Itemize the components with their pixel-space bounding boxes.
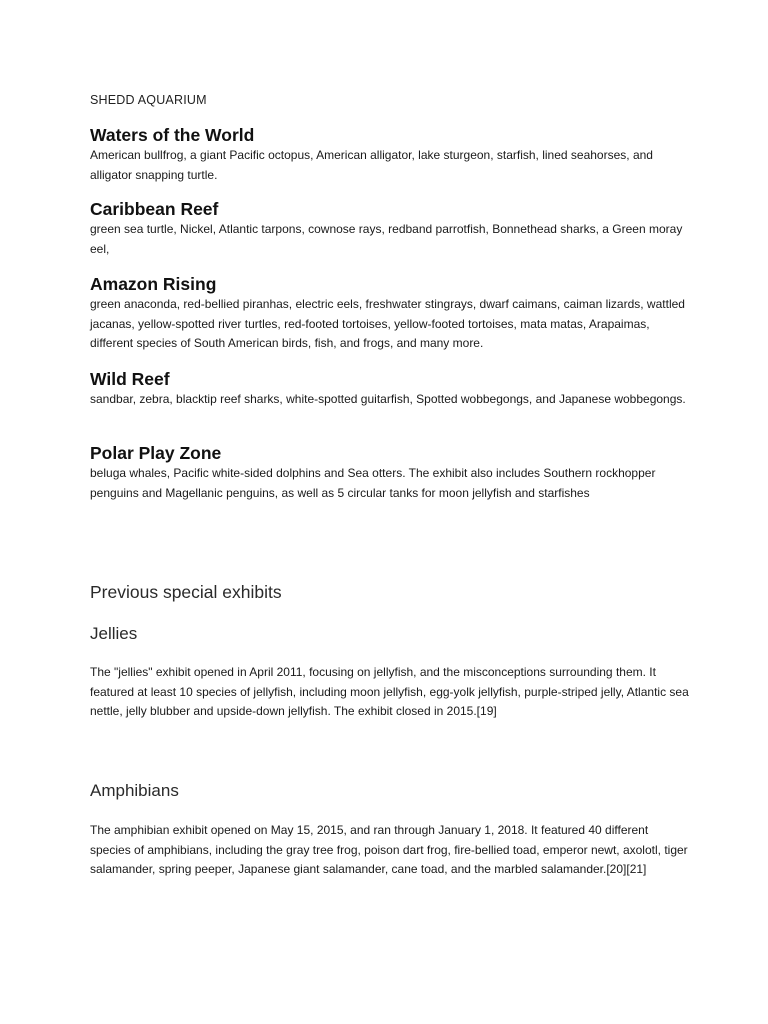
exhibit-text-amphibians: The amphibian exhibit opened on May 15, 2015, and ran through January 1, 2018. It featured 40 different species of amphibians, including the gray tree frog, poison dart frog, fire-bellied toad, emperor newt, axolotl, tiger salamander, spring peeper, Japanese giant salamander, cane toad, and the marbled salamander.[20][21]: [90, 823, 688, 876]
previous-exhibits-heading: Previous special exhibits: [90, 582, 282, 602]
exhibit-text-jellies: The "jellies" exhibit opened in April 2011, focusing on jellyfish, and the misconceptions surrounding them. It featured at least 10 species of jellyfish, including moon jellyfish, egg-yolk jellyfish, purple-striped jelly, Atlantic sea nettle, jelly blubber and upside-down jellyfish. The exhibit closed in 2015.[19]: [90, 665, 689, 718]
section-wild-reef: [90, 368, 690, 410]
section-waters-of-the-world: [90, 124, 690, 185]
section-caribbean-reef: [90, 198, 690, 259]
section-text: green anaconda, red-bellied piranhas, electric eels, freshwater stingrays, dwarf caimans, caiman lizards, wattled jacanas, yellow-spotted river turtles, red-footed tortoises, yellow-footed tortoises, mata matas, Arapaimas, different species of South American birds, fish, and frogs, and many more.: [90, 297, 685, 350]
section-polar-play-zone: [90, 442, 690, 503]
section-heading: Waters of the World: [90, 125, 255, 145]
document-title: SHEDD AQUARIUM: [90, 93, 207, 107]
section-amazon-rising: [90, 273, 690, 354]
section-heading: Wild Reef: [90, 369, 170, 389]
section-text: green sea turtle, Nickel, Atlantic tarpons, cownose rays, redband parrotfish, Bonnethead sharks, a Green moray eel,: [90, 222, 683, 256]
section-text: American bullfrog, a giant Pacific octopus, American alligator, lake sturgeon, starfish, lined seahorses, and alligator snapping turtle.: [90, 148, 653, 182]
exhibit-heading-jellies: Jellies: [90, 624, 138, 643]
section-heading: Caribbean Reef: [90, 199, 219, 219]
section-heading: Polar Play Zone: [90, 443, 222, 463]
section-text: beluga whales, Pacific white-sided dolphins and Sea otters. The exhibit also includes Southern rockhopper penguins and Magellanic penguins, as well as 5 circular tanks for moon jellyfish and starfishes: [90, 466, 656, 500]
exhibit-heading-amphibians: Amphibians: [90, 781, 179, 800]
section-heading: Amazon Rising: [90, 274, 217, 294]
section-text: sandbar, zebra, blacktip reef sharks, white-spotted guitarfish, Spotted wobbegongs, and Japanese wobbegongs.: [90, 392, 686, 406]
